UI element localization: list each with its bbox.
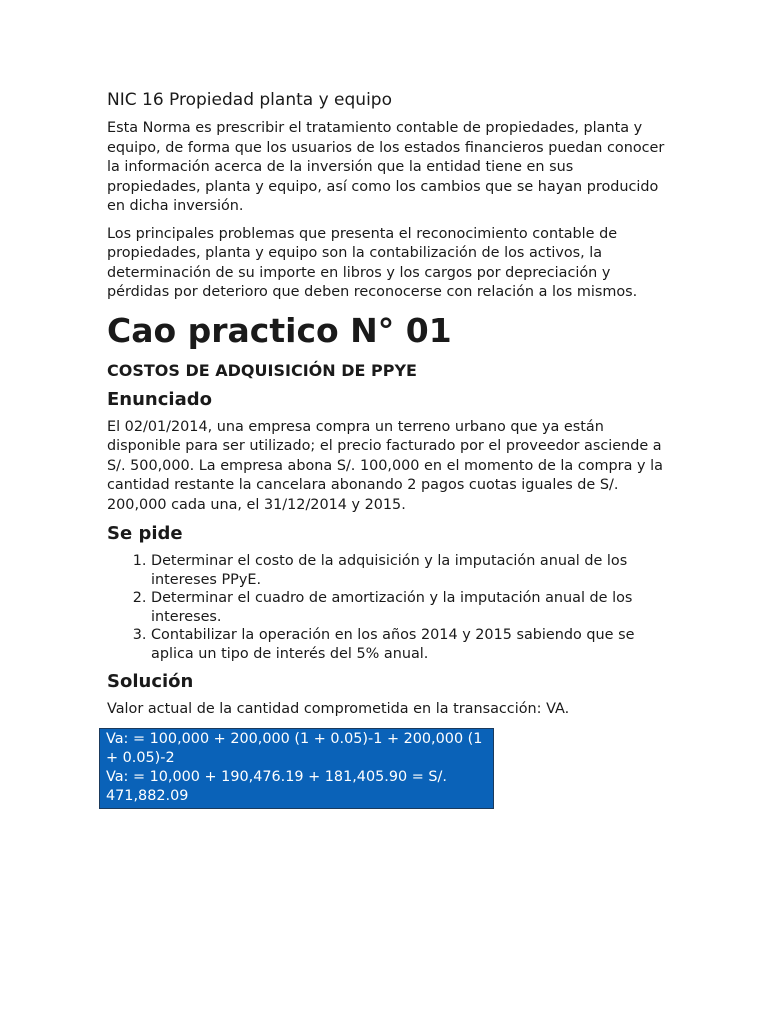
- statement-heading: Enunciado: [107, 388, 212, 410]
- formula-line-2: Va: = 10,000 + 190,476.19 + 181,405.90 = S/. 471,882.09: [106, 768, 447, 804]
- case-title: Cao practico N° 01: [107, 310, 452, 350]
- formula-box: [99, 728, 494, 809]
- solution-heading: Solución: [107, 671, 194, 692]
- formula-line-1: Va: = 100,000 + 200,000 (1 + 0.05)-1 + 200,000 (1 + 0.05)-2: [106, 730, 483, 766]
- statement-paragraph: El 02/01/2014, una empresa compra un terreno urbano que ya están disponible para ser utilizado; el precio facturado por el proveedor asciende a S/. 500,000. La empresa abona S/. 100,000 en el momento de la compra y la cantidad restante la cancelara abonando 2 pagos cuotas iguales de S/. 200,000 cada una, el 31/12/2014 y 2015.: [107, 418, 663, 513]
- document-page: [107, 90, 667, 809]
- case-subtitle: COSTOS DE ADQUISICIÓN DE PPYE: [107, 360, 417, 380]
- list-item: 3. Contabilizar la operación en los años 2014 y 2015 sabiendo que se aplica un tipo de interés del 5% anual.: [151, 626, 667, 663]
- solution-paragraph: Valor actual de la cantidad comprometida en la transacción: VA.: [107, 701, 570, 717]
- document-title: NIC 16 Propiedad planta y equipo: [107, 90, 392, 110]
- intro-paragraph-2: Los principales problemas que presenta el reconocimiento contable de propiedades, planta y equipo son la contabilización de los activos, la determinación de su importe en libros y los cargos por depreciación y pérdidas por deterioro que deben reconocerse con relación a los mismos.: [107, 225, 638, 300]
- intro-paragraph-1: Esta Norma es prescribir el tratamiento contable de propiedades, planta y equipo, de forma que los usuarios de los estados financieros puedan conocer la información acerca de la inversión que la entidad tiene en sus propiedades, planta y equipo, así como los cambios que se hayan producido en dicha inversión.: [107, 120, 665, 214]
- list-item: 2. Determinar el cuadro de amortización y la imputación anual de los intereses.: [151, 589, 667, 626]
- required-heading: Se pide: [107, 523, 183, 544]
- required-list: [107, 552, 667, 663]
- list-item: 1. Determinar el costo de la adquisición y la imputación anual de los intereses PPyE.: [151, 552, 667, 589]
